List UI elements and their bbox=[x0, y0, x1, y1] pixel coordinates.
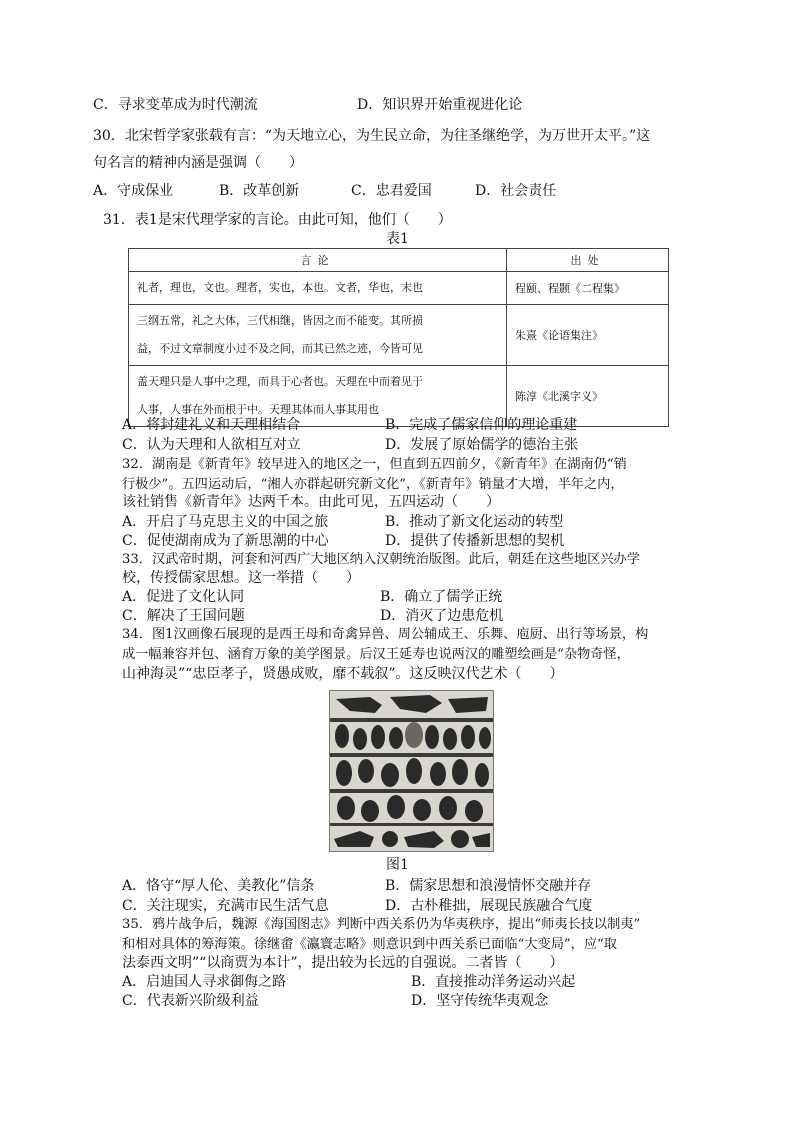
q34-option-c: C．关注现实，充满市民生活气息 bbox=[122, 898, 329, 914]
q34-stem-line3: 山神海灵”“忠臣孝子，贤愚成败，靡不载叙”。这反映汉代艺术（ ） bbox=[122, 666, 564, 682]
q33-stem-line1: 33．汉武帝时期，河套和河西广大地区纳入汉朝统治版图。此后，朝廷在这些地区兴办学 bbox=[122, 552, 640, 567]
q30-stem-line1: 30．北宋哲学家张载有言：“为天地立心，为生民立命，为往圣继绝学，为万世开太平。”这 bbox=[93, 128, 651, 144]
q30-option-c: C．忠君爱国 bbox=[351, 183, 432, 199]
q34-option-a: A．恪守“厚人伦、美教化”信条 bbox=[122, 878, 315, 894]
option-d-top: D．知识界开始重视进化论 bbox=[357, 97, 523, 113]
q32-option-c: C．促使湖南成为了新思潮的中心 bbox=[122, 533, 329, 549]
q35-option-b: B．直接推动洋务运动兴起 bbox=[411, 974, 576, 990]
q31-option-d: D．发展了原始儒学的德治主张 bbox=[385, 437, 579, 453]
q35-option-c: C．代表新兴阶级利益 bbox=[122, 993, 259, 1009]
q33-stem-line2: 校，传授儒家思想。这一举措（ ） bbox=[122, 570, 360, 586]
quote-text: 盖天理只是人事中之理，而具于心者也。天理在中而着见于 人事，人事在外而根于中。天理其体而人事其用也 bbox=[129, 366, 507, 427]
table-row bbox=[129, 305, 669, 366]
option-c-top: C．寻求变革成为时代潮流 bbox=[93, 97, 258, 113]
q34-option-d: D．古朴稚拙，展现民族融合气度 bbox=[385, 898, 593, 914]
q32-stem-line3: 该社销售《新青年》达两千本。由此可见，五四运动（ ） bbox=[122, 494, 500, 510]
table-header-speech: 言论 bbox=[129, 249, 507, 272]
q30-option-a: A．守成保业 bbox=[93, 183, 174, 199]
q31-option-c: C．认为天理和人欲相互对立 bbox=[122, 437, 301, 453]
q33-option-a: A．促进了文化认同 bbox=[122, 589, 245, 605]
quote-source: 陈淳《北溪字义》 bbox=[507, 366, 669, 427]
relief-image bbox=[330, 691, 493, 851]
q34-stem-line2: 成一幅兼容并包、涵育万象的美学图景。后汉王延寿也说两汉的雕塑绘画是“杂物奇怪， bbox=[122, 647, 630, 662]
q32-stem-line2: 行极少”。五四运动后，“湘人亦群起研究新文化”，《新青年》销量才大增，半年之内， bbox=[122, 477, 624, 492]
q35-stem-line3: 法泰西文明”“以商贾为本计”，提出较为长远的自强说。二者皆（ ） bbox=[122, 955, 564, 971]
q31-option-b: B．完成了儒家信仰的理论重建 bbox=[385, 417, 578, 433]
q32-stem-line1: 32．湖南是《新青年》较早进入的地区之一，但直到五四前夕，《新青年》在湖南仍“销 bbox=[122, 457, 627, 472]
q30-option-d: D．社会责任 bbox=[475, 183, 557, 199]
q34-option-b: B．儒家思想和浪漫情怀交融并存 bbox=[385, 878, 592, 894]
quote-text: 三纲五常，礼之大体，三代相继，皆因之而不能变。其所损 益，不过文章制度小过不及之间，而其已然之迹，今皆可见 bbox=[129, 305, 507, 366]
q33-option-d: D．消灭了边患危机 bbox=[380, 608, 504, 624]
q30-stem-line2: 句名言的精神内涵是强调（ ） bbox=[93, 155, 303, 171]
table-header-source: 出处 bbox=[507, 249, 669, 272]
q35-stem-line1: 35．鸦片战争后，魏源《海国图志》判断中西关系仍为华夷秩序，提出“师夷长技以制夷” bbox=[122, 917, 641, 932]
q31-option-a: A．将封建礼义和天理相结合 bbox=[122, 417, 301, 433]
q30-option-b: B．改革创新 bbox=[219, 183, 300, 199]
q33-option-c: C．解决了王国问题 bbox=[122, 608, 245, 624]
q32-option-a: A．开启了马克思主义的中国之旅 bbox=[122, 514, 329, 530]
q32-option-d: D．提供了传播新思想的契机 bbox=[385, 533, 565, 549]
quote-table bbox=[128, 248, 669, 427]
q33-option-b: B．确立了儒学正统 bbox=[380, 589, 503, 605]
table-row bbox=[129, 272, 669, 305]
q34-stem-line1: 34．图1汉画像石展现的是西王母和奇禽异兽、周公辅成王、乐舞、庖厨、出行等场景，构 bbox=[122, 627, 649, 642]
quote-source: 程颐、程颢《二程集》 bbox=[507, 272, 669, 305]
q35-stem-line2: 和相对具体的筹海策。徐继畬《瀛寰志略》则意识到中西关系已面临“大变局”，应“取 bbox=[122, 937, 617, 952]
quote-text: 礼者，理也，文也。理者，实也，本也。文者，华也，末也 bbox=[129, 272, 507, 305]
stone-relief-figure bbox=[329, 690, 494, 852]
q35-option-d: D．坚守传统华夷观念 bbox=[411, 993, 549, 1009]
quote-source: 朱熹《论语集注》 bbox=[507, 305, 669, 366]
figure-caption: 图1 bbox=[386, 857, 409, 873]
table-title: 表1 bbox=[386, 231, 409, 247]
q31-stem: 31．表1是宋代理学家的言论。由此可知，他们（ ） bbox=[103, 212, 452, 228]
q32-option-b: B．推动了新文化运动的转型 bbox=[385, 514, 564, 530]
q35-option-a: A．启迪国人寻求御侮之路 bbox=[122, 974, 287, 990]
